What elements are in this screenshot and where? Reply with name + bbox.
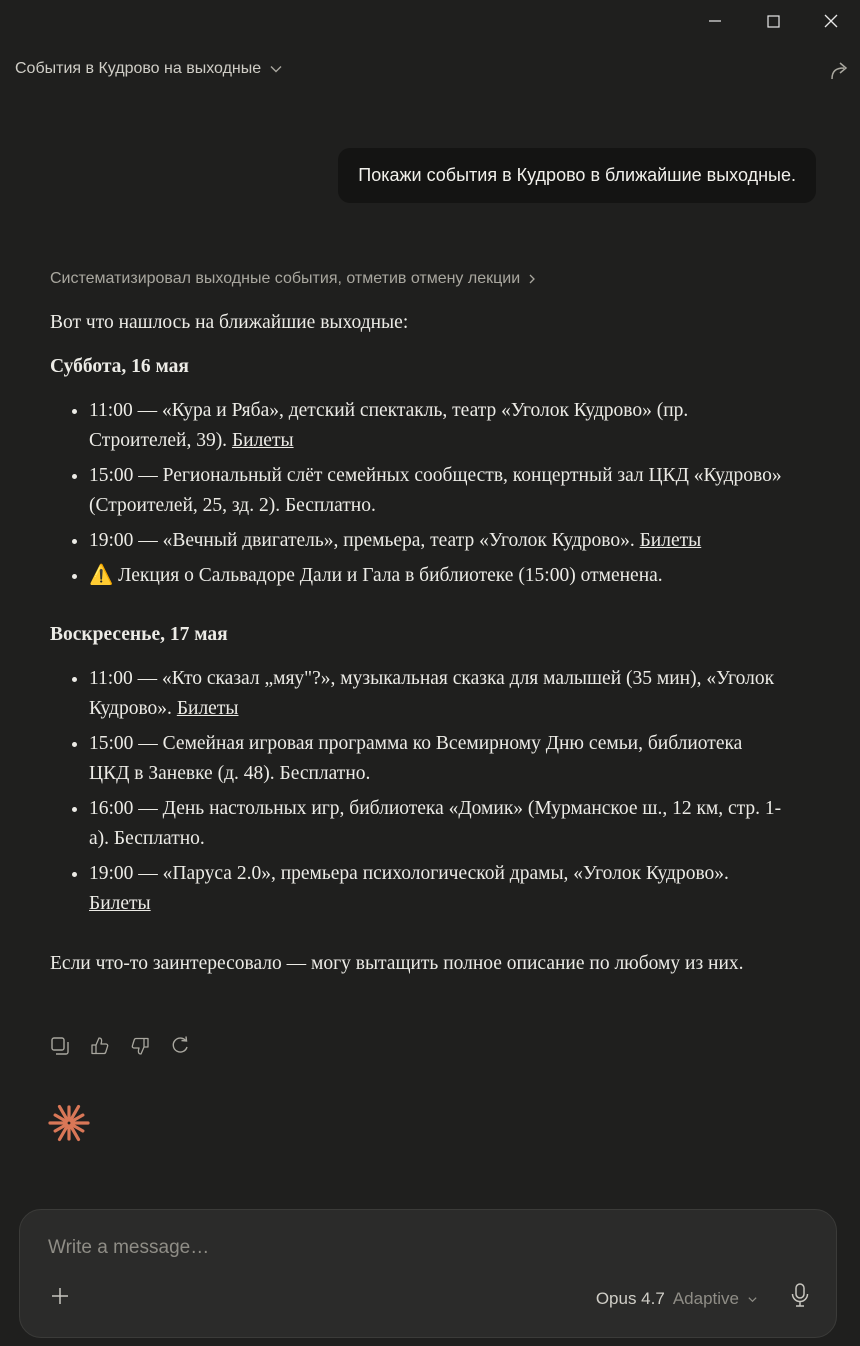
- maximize-button[interactable]: [744, 8, 802, 34]
- tickets-link[interactable]: Билеты: [176, 698, 239, 719]
- plus-icon: [50, 1286, 70, 1306]
- chevron-right-icon: [526, 273, 538, 285]
- event-text: Лекция о Сальвадоре Дали и Гала в библиотеке (15:00) отменена.: [113, 565, 663, 586]
- sunday-event-list: [50, 664, 785, 919]
- list-item: [89, 664, 785, 724]
- event-text: 15:00 — Региональный слёт семейных сообществ, концертный зал ЦКД «Кудрово» (Строителей, 25, зд. 2). Бесплатно.: [89, 465, 782, 516]
- event-text: 19:00 — «Паруса 2.0», премьера психологической драмы, «Уголок Кудрово».: [89, 863, 729, 884]
- user-message-bubble: Покажи события в Кудрово в ближайшие выходные.: [338, 148, 816, 203]
- window-controls: [686, 8, 860, 34]
- conversation-title-button[interactable]: [15, 60, 283, 78]
- list-item: [89, 526, 785, 556]
- day-heading-sunday: Воскресенье, 17 мая: [50, 624, 228, 645]
- model-selector[interactable]: [596, 1289, 758, 1309]
- event-text: 11:00 — «Кто сказал „мяу"?», музыкальная сказка для малышей (35 мин), «Уголок Кудрово».: [89, 668, 775, 719]
- message-input[interactable]: [46, 1236, 750, 1260]
- event-text: 15:00 — Семейная игровая программа ко Всемирному Дню семьи, библиотека ЦКД в Заневке (д. 48). Бесплатно.: [89, 733, 743, 784]
- answer-intro: Вот что нашлось на ближайшие выходные:: [50, 312, 409, 333]
- thinking-summary-text: Систематизировал выходные события, отметив отмену лекции: [50, 270, 521, 287]
- list-item: [89, 859, 785, 919]
- minimize-button[interactable]: [686, 8, 744, 34]
- message-composer: [19, 1209, 837, 1338]
- retry-button[interactable]: [168, 1034, 192, 1058]
- voice-input-button[interactable]: [790, 1283, 810, 1312]
- copy-icon: [50, 1036, 70, 1056]
- claude-logo-icon: [48, 1102, 90, 1149]
- tickets-link[interactable]: Билеты: [89, 893, 151, 914]
- tickets-link[interactable]: Билеты: [231, 430, 294, 451]
- tickets-link[interactable]: Билеты: [639, 530, 702, 551]
- close-icon: [824, 14, 838, 28]
- answer-closing: Если что-то заинтересовало — могу вытащить полное описание по любому из них.: [50, 953, 744, 974]
- model-mode: Adaptive: [672, 1289, 739, 1308]
- chevron-down-icon: [269, 62, 283, 76]
- chevron-down-icon: [747, 1294, 758, 1305]
- add-attachment-button[interactable]: [50, 1286, 70, 1311]
- event-text: 16:00 — День настольных игр, библиотека «Домик» (Мурманское ш., 12 км, стр. 1-а). Бесплатно.: [89, 798, 782, 849]
- list-item: [89, 729, 785, 789]
- close-button[interactable]: [802, 8, 860, 34]
- share-icon: [828, 60, 850, 82]
- warning-icon: ⚠️: [89, 565, 114, 586]
- copy-button[interactable]: [48, 1034, 72, 1058]
- microphone-icon: [790, 1283, 810, 1307]
- event-text: 19:00 — «Вечный двигатель», премьера, театр «Уголок Кудрово».: [89, 530, 640, 551]
- thumbs-down-icon: [130, 1036, 150, 1056]
- thumbs-up-icon: [90, 1036, 110, 1056]
- retry-icon: [170, 1036, 190, 1056]
- saturday-event-list: [50, 396, 785, 591]
- day-heading-saturday: Суббота, 16 мая: [50, 356, 189, 377]
- list-item: [89, 561, 785, 591]
- message-actions: [48, 1034, 192, 1058]
- share-button[interactable]: [828, 60, 850, 87]
- model-name: Opus 4.7: [595, 1289, 665, 1308]
- thumbs-up-button[interactable]: [88, 1034, 112, 1058]
- list-item: [89, 396, 785, 456]
- maximize-icon: [767, 15, 780, 28]
- thinking-summary[interactable]: [50, 270, 538, 288]
- conversation-title: События в Кудрово на выходные: [15, 60, 262, 77]
- event-text: 11:00 — «Кура и Ряба», детский спектакль, театр «Уголок Кудрово» (пр. Строителей, 39).: [89, 400, 689, 451]
- list-item: [89, 794, 785, 854]
- list-item: [89, 461, 785, 521]
- assistant-message: [50, 308, 785, 979]
- thumbs-down-button[interactable]: [128, 1034, 152, 1058]
- minimize-icon: [709, 15, 721, 27]
